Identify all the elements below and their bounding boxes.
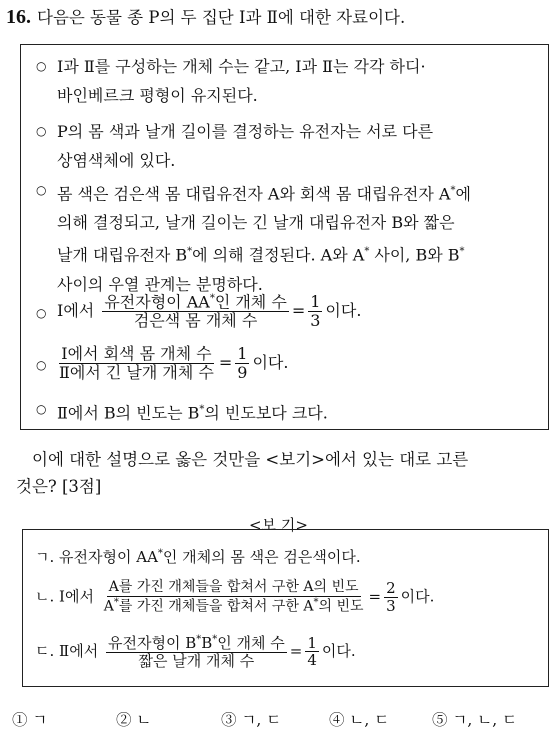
question-number: 16. <box>6 6 31 28</box>
bullet-item <box>36 345 288 382</box>
fraction-value <box>384 580 398 615</box>
fraction-numerator: 1 <box>307 633 317 652</box>
fraction-denominator: Ⅱ에서 긴 날개 개체 수 <box>59 362 214 382</box>
choice-2[interactable]: ② ㄴ <box>116 711 152 729</box>
fraction-prefix: Ⅰ에서 <box>57 301 95 321</box>
fraction-suffix: 이다. <box>321 641 356 660</box>
fraction-denominator: 짧은 날개 개체 수 <box>138 651 255 670</box>
fraction-numerator: 2 <box>386 579 396 598</box>
equals-sign: = <box>368 587 382 606</box>
fraction <box>102 293 288 330</box>
question-stem <box>16 446 551 500</box>
fraction-denominator: 3 <box>386 597 396 615</box>
stem-line: 것은? [3점] <box>16 477 102 496</box>
choice-3[interactable]: ③ ㄱ, ㄷ <box>221 711 282 729</box>
bullet-text <box>57 345 288 382</box>
fraction-suffix: 이다. <box>325 301 362 321</box>
boki-item: ㄱ. 유전자형이 AA*인 개체의 몸 색은 검은색이다. <box>35 548 361 566</box>
fraction-numerator: 1 <box>237 344 248 363</box>
fraction-denominator: 검은색 몸 개체 수 <box>133 311 258 331</box>
bullet-text: 의해 결정되고, 날개 길이는 긴 날개 대립유전자 B와 짧은 <box>57 213 455 233</box>
stem-line: 이에 대한 설명으로 옳은 것만을 <보기>에서 있는 대로 고른 <box>32 450 469 469</box>
fraction-numerator: Ⅰ에서 회색 몸 개체 수 <box>61 344 212 363</box>
bullet-text: Ⅱ에서 B의 빈도는 B*의 빈도보다 크다. <box>57 403 328 423</box>
boki-box <box>22 529 549 687</box>
fraction <box>102 580 366 615</box>
bullet-text: 상염색체에 있다. <box>57 151 176 170</box>
bullet-marker: ○ <box>36 124 47 138</box>
bullet-marker: ○ <box>36 183 47 197</box>
bullet-text <box>57 293 361 330</box>
data-box <box>20 44 549 430</box>
bullet-text: 사이의 우열 관계는 분명하다. <box>57 274 263 294</box>
fraction-prefix: ㄷ. Ⅱ에서 <box>35 641 99 660</box>
equals-sign: = <box>291 301 306 321</box>
fraction-prefix: ㄴ. Ⅰ에서 <box>35 587 94 606</box>
fraction-value <box>235 345 249 382</box>
fraction-suffix: 이다. <box>400 587 435 606</box>
fraction-denominator: 9 <box>237 362 248 382</box>
bullet-item <box>36 395 328 427</box>
equals-sign: = <box>289 641 303 660</box>
choice-4[interactable]: ④ ㄴ, ㄷ <box>329 711 390 729</box>
bullet-item <box>36 117 433 175</box>
fraction-denominator: 4 <box>307 651 317 670</box>
boki-title: <보 기> <box>249 516 308 534</box>
bullet-text: P의 몸 색과 날개 길이를 결정하는 유전자는 서로 다른 <box>57 122 434 141</box>
fraction-numerator: 유전자형이 AA*인 개체 수 <box>104 292 287 312</box>
bullet-text: 날개 대립유전자 B*에 의해 결정된다. A와 A* 사이, B와 B* <box>57 245 465 265</box>
choice-5[interactable]: ⑤ ㄱ, ㄴ, ㄷ <box>432 711 518 729</box>
fraction-numerator: 1 <box>310 292 321 312</box>
bullet-marker: ○ <box>36 358 47 372</box>
fraction-numerator: 유전자형이 B*B*인 개체 수 <box>107 634 285 652</box>
fraction-value <box>308 293 322 330</box>
bullet-item <box>36 176 471 299</box>
fraction-value <box>305 635 319 670</box>
bullet-item <box>36 293 361 330</box>
bullet-text: Ⅰ과 Ⅱ를 구성하는 개체 수는 같고, Ⅰ과 Ⅱ는 각각 하디· <box>57 57 426 76</box>
bullet-item <box>36 52 426 110</box>
fraction <box>106 634 287 670</box>
equals-sign: = <box>218 352 233 372</box>
bullet-marker: ○ <box>36 402 47 416</box>
boki-item <box>35 634 356 670</box>
bullet-text: 바인베르크 평형이 유지된다. <box>57 86 258 105</box>
fraction-denominator: A*를 가진 개체들을 합쳐서 구한 A*의 빈도 <box>103 596 364 615</box>
question-prompt: 다음은 동물 종 P의 두 집단 Ⅰ과 Ⅱ에 대한 자료이다. <box>37 8 406 27</box>
fraction-suffix: 이다. <box>252 352 289 372</box>
fraction-denominator: 3 <box>310 311 321 331</box>
bullet-marker: ○ <box>36 306 47 320</box>
choice-1[interactable]: ① ㄱ <box>12 711 48 729</box>
bullet-marker: ○ <box>36 59 47 73</box>
question-header <box>6 4 405 31</box>
fraction-numerator: A를 가진 개체들을 합쳐서 구한 A의 빈도 <box>108 579 359 595</box>
boki-item <box>35 580 434 615</box>
answer-choices <box>12 708 517 730</box>
bullet-text: 몸 색은 검은색 몸 대립유전자 A와 회색 몸 대립유전자 A*에 <box>57 184 471 204</box>
fraction <box>57 345 216 382</box>
